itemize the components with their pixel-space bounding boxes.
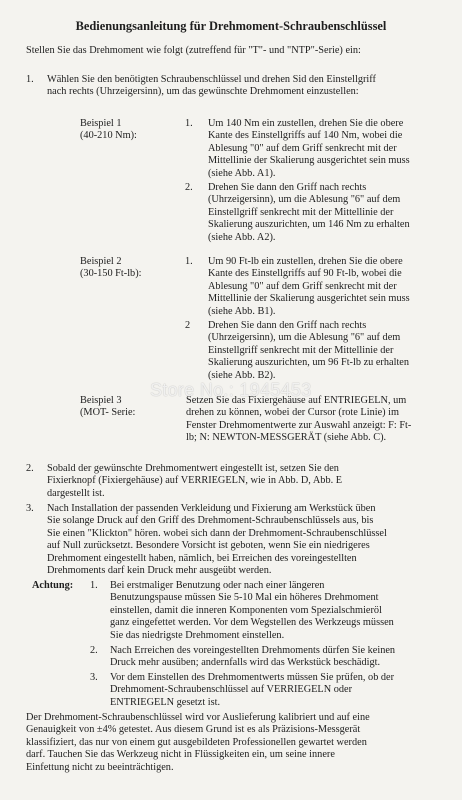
- step-1-text: Wählen Sie den benötigten Schraubenschlüssel und drehen Sid den Einstellgriff nach rechts (Uhrzeigersinn), um das gewünschte Drehmoment einzustellen:: [47, 74, 376, 98]
- example-2-label: Beispiel 2 (30-150 Ft-lb):: [80, 256, 142, 280]
- example-1-item-1-number: 1.: [185, 118, 193, 129]
- example-2-item-1-number: 1.: [185, 256, 193, 267]
- example-1-item-2-number: 2.: [185, 182, 193, 193]
- step-1-number: 1.: [26, 74, 34, 85]
- example-1-item-2-text: Drehen Sie dann den Griff nach rechts (Uhrzeigersinn), um die Ablesung "6" auf dem Einstellgriff senkrecht mit der Mittellinie der Skalierung auszurichten, um 146 Nm zu erhalten (siehe Abb. A2).: [208, 182, 410, 243]
- caution-item-1-text: Bei erstmaliger Benutzung oder nach einer längeren Benutzungspause müssen Sie 5-10 Mal ein höheres Drehmoment einstellen, damit die inneren Komponenten vom Spezialschmieröl ganz eingefettet werden. Vor dem Wegstellen des Werkzeugs müssen Sie das niedrigste Drehmoment einstellen.: [110, 580, 394, 641]
- caution-item-3-number: 3.: [90, 672, 98, 683]
- step-2-number: 2.: [26, 463, 34, 474]
- caution-item-3-text: Vor dem Einstellen des Drehmomentwerts müssen Sie prüfen, ob der Drehmoment-Schraubenschlüssel auf VERRIEGELN oder ENTRIEGELN gesetzt ist.: [110, 672, 395, 708]
- caution-item-2-text: Nach Erreichen des voreingestellten Drehmoments dürfen Sie keinen Druck mehr ausüben; andernfalls wird das Werkstück beschädigt.: [110, 645, 396, 669]
- example-2-item-2-text: Drehen Sie dann den Griff nach rechts (Uhrzeigersinn), um die Ablesung "6" auf dem Einstellgriff senkrecht mit der Mittellinie der Skalierung auszurichten, um 96 Ft-lb zu erhalten (siehe Abb. B2).: [208, 320, 410, 381]
- example-1-item-1-text: Um 140 Nm ein zustellen, drehen Sie die obere Kante des Einstellgriffs auf 140 Nm, wobei die Ablesung "0" auf dem Griff senkrecht mit der Mittellinie der Skalierung ausgerichtet sein muss (siehe Abb. A1).: [208, 118, 410, 179]
- calibration-note: Der Drehmoment-Schraubenschlüssel wird vor Auslieferung kalibriert und auf eine Genauigkeit von ±4% getestet. Aus diesem Grund ist es als Präzisions-Messgerät klassifiziert, das nur von einem gut ausgebildeten Professionellen gewartet werden darf. Tauchen Sie das Werkzeug nicht in Flüssigkeiten ein, um seine innere Einfettung nicht zu beeinträchtigen.: [26, 712, 370, 773]
- example-3-text: Setzen Sie das Fixiergehäuse auf ENTRIEGELN, um drehen zu können, wobei der Cursor (rote Linie) im Fenster Drehmomentwerte zur Auswahl anzeigt: F: Ft- lb; N: NEWTON-MESSGERÄT (siehe Abb. C).: [186, 395, 412, 444]
- intro-text: Stellen Sie das Drehmoment wie folgt (zutreffend für "T"- und "NTP"-Serie) ein:: [26, 45, 361, 56]
- document-title: Bedienungsanleitung für Drehmoment-Schraubenschlüssel: [75, 19, 387, 33]
- step-2-text: Sobald der gewünschte Drehmomentwert eingestellt ist, setzen Sie den Fixierknopf (Fixiergehäuse) auf VERRIEGELN, wie in Abb. D, Abb. E dargestellt ist.: [47, 463, 343, 499]
- caution-item-1-number: 1.: [90, 580, 98, 591]
- store-watermark: Store No.: 1945453: [150, 380, 312, 400]
- example-2-item-2-number: 2: [185, 320, 191, 331]
- caution-item-2-number: 2.: [90, 645, 98, 656]
- caution-label: Achtung:: [32, 580, 74, 591]
- example-3-label: Beispiel 3 (MOT- Serie:: [80, 395, 136, 419]
- step-3-text: Nach Installation der passenden Verkleidung und Fixierung am Werkstück üben Sie solange Druck auf den Griff des Drehmoment-Schraubenschlüssels aus, bis Sie einen "Klickton" hören. wobei sich dann der Drehmoment-Schraubenschlüssel auf Null zurücksetzt. Besondere Vorsicht ist geboten, wenn Sie ein niedrigeres Drehmoment eingestellt haben, nämlich, bei Erreichen des voreingestellten Drehmoments darf kein Druck mehr ausgeübt werden.: [47, 503, 387, 577]
- example-2-item-1-text: Um 90 Ft-lb ein zustellen, drehen Sie die obere Kante des Einstellgriffs auf 90 Ft-lb, wobei die Ablesung "0" auf dem Griff senkrecht mit der Mittellinie der Skalierung ausgerichtet sein muss (siehe Abb. B1).: [208, 256, 410, 317]
- step-3-number: 3.: [26, 503, 34, 514]
- example-1-label: Beispiel 1 (40-210 Nm):: [80, 118, 137, 142]
